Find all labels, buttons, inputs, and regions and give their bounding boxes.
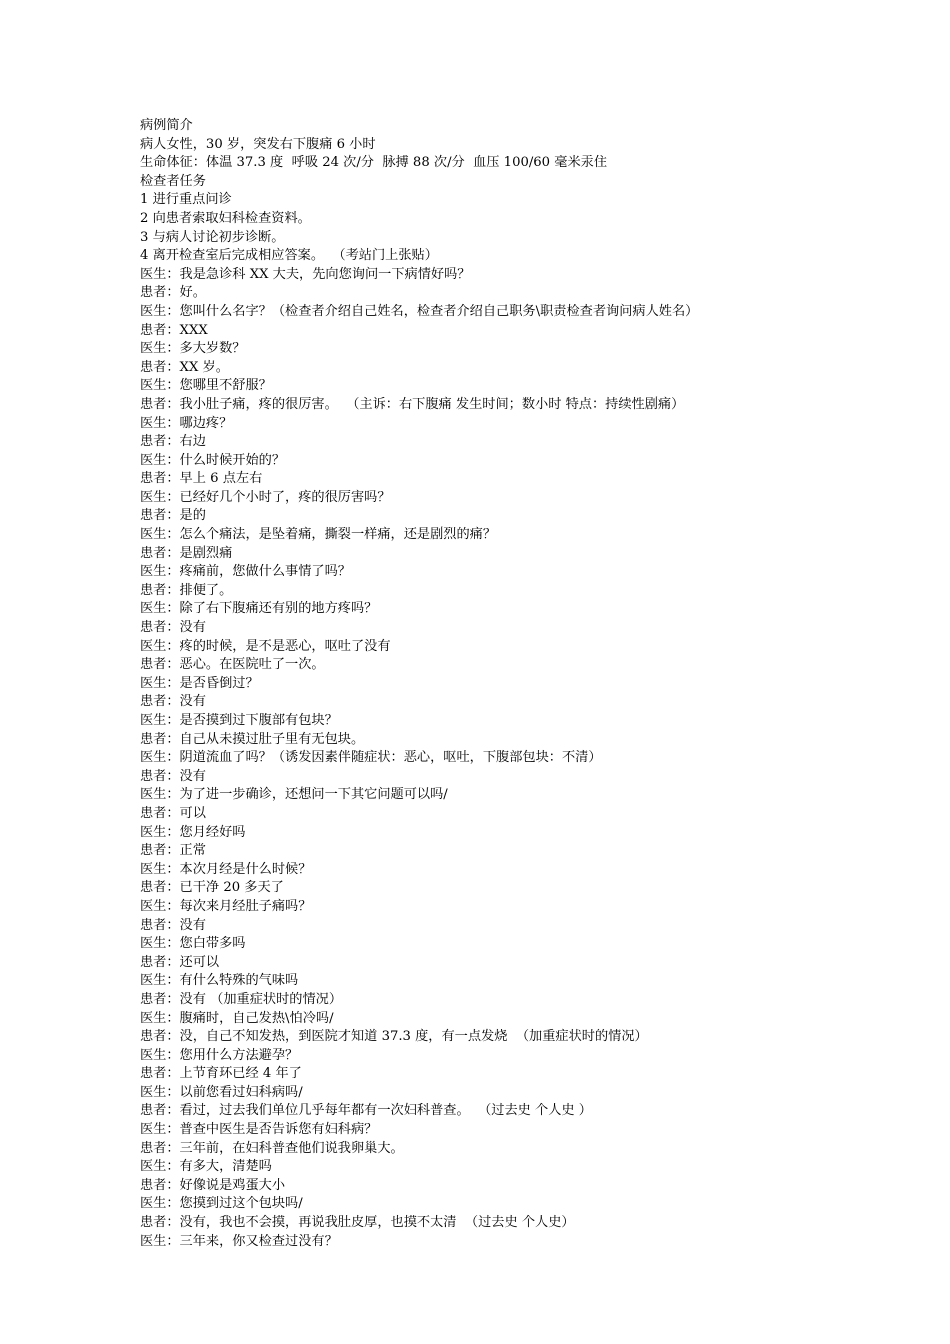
text-line: 医生：什么时候开始的？ [140,452,286,468]
text-line: 医生：疼的时候，是不是恶心，呕吐了没有 [140,638,391,654]
text-line: 患者：自己从未摸过肚子里有无包块。 [140,731,365,747]
text-line: 医生：疼痛前，您做什么事情了吗？ [140,564,351,580]
text-line: 患者：看过，过去我们单位几乎每年都有一次妇科普查。 （过去史 个人史 ） [140,1103,592,1119]
text-line: 患者：三年前，在妇科普查他们说我卵巢大。 [140,1140,404,1156]
text-line: 医生：阴道流血了吗？（诱发因素伴随症状：恶心，呕吐，下腹部包块：不清） [140,750,602,766]
text-line: 医生：普查中医生是否告诉您有妇科病？ [140,1122,378,1138]
text-line: 患者：没有 [140,620,206,636]
text-line: 病人女性，30 岁，突发右下腹痛 6 小时 [140,136,376,152]
text-line: 医生：每次来月经肚子痛吗？ [140,898,312,914]
text-line: 1 进行重点问诊 [140,192,232,208]
text-line: 医生：您月经好吗 [140,824,246,840]
text-line: 医生：有什么特殊的气味吗 [140,973,299,989]
text-line: 患者：好像说是鸡蛋大小 [140,1177,286,1193]
text-line: 医生：是否昏倒过？ [140,675,259,691]
text-line: 医生：有多大，清楚吗 [140,1159,272,1175]
text-line: 患者：XXX [140,322,208,338]
text-line: 患者：XX 岁。 [140,359,229,375]
text-line: 患者：没，自己不知发热，到医院才知道 37.3 度，有一点发烧 （加重症状时的情况） [140,1029,648,1045]
text-line: 医生：是否摸到过下腹部有包块？ [140,713,338,728]
text-line: 4 离开检查室后完成相应答案。 （考站门上张贴） [140,248,438,264]
text-line: 患者：上节育环已经 4 年了 [140,1066,302,1082]
text-line: 医生：腹痛时，自己发热\怕冷吗/ [140,1010,334,1026]
text-line: 患者：没有 [140,768,206,784]
text-line: 患者：右边 [140,434,206,450]
text-line: 患者：是的 [140,508,206,524]
text-line: 患者：正常 [140,843,206,859]
text-line: 医生：三年来，你又检查过没有？ [140,1233,338,1249]
text-line: 医生：除了右下腹痛还有别的地方疼吗？ [140,601,378,617]
text-line: 医生：您哪里不舒服？ [140,378,272,394]
text-line: 患者：早上 6 点左右 [140,471,263,487]
text-line: 患者：好。 [140,285,206,301]
text-line: 2 向患者索取妇科检查资料。 [140,210,311,226]
text-line: 医生：多大岁数？ [140,341,246,357]
text-line: 患者：没有 （加重症状时的情况） [140,991,343,1007]
text-line: 医生：您白带多吗 [140,936,246,952]
text-line: 患者：已干净 20 多天了 [140,880,284,896]
text-line: 患者：还可以 [140,954,220,970]
text-line: 患者：没有 [140,917,206,933]
text-line: 医生：我是急诊科 XX 大夫，先向您询问一下病情好吗？ [140,266,471,282]
text-line: 医生：本次月经是什么时候？ [140,861,312,877]
text-line: 医生：怎么个痛法，是坠着痛，撕裂一样痛，还是剧烈的痛？ [140,527,497,543]
text-line: 病例简介 [140,118,193,133]
text-line: 患者：没有，我也不会摸，再说我肚皮厚，也摸不太清 （过去史 个人史） [140,1215,575,1231]
text-line: 患者：没有 [140,694,206,710]
text-line: 医生：哪边疼？ [140,415,233,431]
text-line: 医生：已经好几个小时了，疼的很厉害吗？ [140,489,391,505]
text-line: 3 与病人讨论初步诊断。 [140,229,285,245]
text-line: 医生：您摸到过这个包块吗/ [140,1196,303,1212]
text-line: 患者：排便了。 [140,582,233,598]
text-line: 患者：我小肚子痛，疼的很厉害。 （主诉：右下腹痛 发生时间；数小时 特点：持续性剧痛） [140,396,685,412]
text-line: 患者：是剧烈痛 [140,545,233,561]
text-line: 医生：以前您看过妇科病吗/ [140,1084,303,1100]
text-line: 医生：您叫什么名字？（检查者介绍自己姓名，检查者介绍自己职务\职责检查者询问病人姓名） [140,303,699,319]
text-line: 生命体征：体温 37.3 度 呼吸 24 次/分 脉搏 88 次/分 血压 100/60 毫米汞住 [140,155,608,171]
text-line: 医生：您用什么方法避孕？ [140,1047,299,1063]
text-line: 检查者任务 [140,173,206,189]
text-line: 医生：为了进一步确诊，还想问一下其它问题可以吗/ [140,787,448,803]
document-body [140,117,920,1251]
text-line: 患者：恶心。在医院吐了一次。 [140,657,325,673]
text-line: 患者：可以 [140,805,206,821]
